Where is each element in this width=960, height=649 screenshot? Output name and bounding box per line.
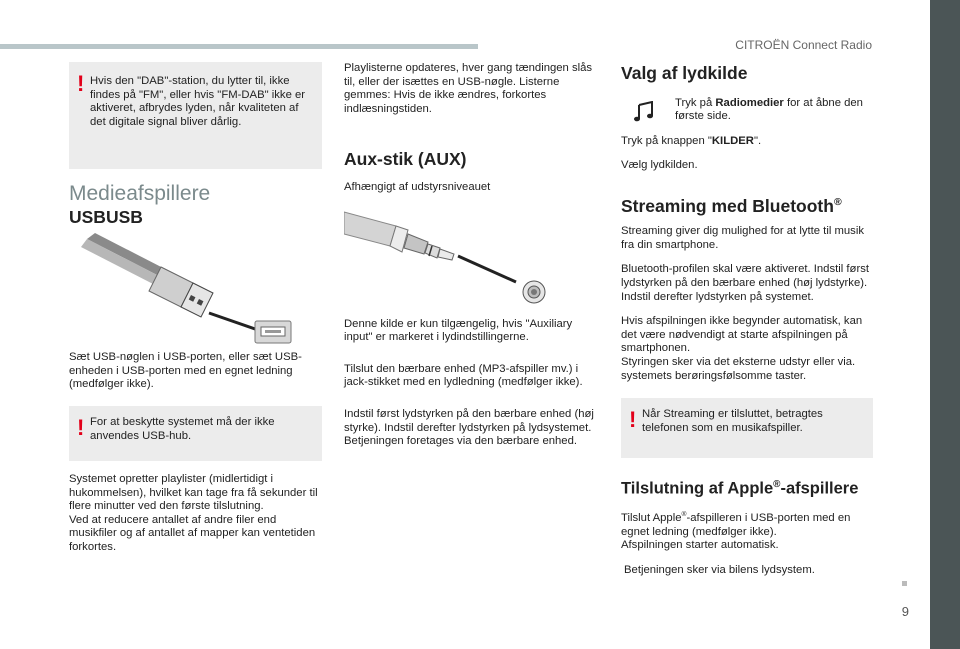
warning-box-streaming: [621, 398, 873, 458]
system-text: Systemet opretter playlister (midlertidigt i hukommelsen), hvilket kan tage fra få sekunder til flere minutter ved den første tilslutning. Ved at reducere antallet af andre filer end musikfiler og af antallet af mapper kan ventetiden forkortes.: [69, 472, 318, 553]
warning-icon: !: [77, 414, 85, 440]
bluetooth-text-1: Streaming giver dig mulighed for at lytte til musik fra din smartphone.: [621, 225, 864, 251]
aux-text-2: Tilslut den bærbare enhed (MP3-afspiller mv.) i jack-stikket med en lydledning (medfølger ikke).: [344, 362, 583, 389]
apple-title: [621, 478, 873, 496]
aux-illustration: [344, 206, 600, 314]
music-note-icon: [633, 101, 655, 123]
aux-text-1: Denne kilde er kun tilgængelig, hvis "Auxiliary input" er markeret i lydindstillingerne.: [344, 317, 573, 344]
header-title: CITROËN Connect Radio: [735, 38, 872, 52]
aux-title: Aux-stik (AUX): [344, 149, 467, 170]
apple-text-sup: ®: [681, 511, 687, 519]
warning-box-dab: [69, 62, 322, 169]
source-instruction: [621, 97, 873, 129]
source-title: Valg af lydkilde: [621, 63, 748, 83]
warning-text: For at beskytte systemet må der ikke anvendes USB-hub.: [90, 415, 275, 442]
warning-text: Hvis den "DAB"-station, du lytter til, ikke findes på "FM", eller hvis "FM-DAB" ikke er aktiveret, afbrydes lyden, når kvaliteten af det digitale signal bliver dårlig.: [90, 75, 306, 128]
choose-text: Vælg lydkilden.: [621, 159, 698, 172]
apple-title-pre: Tilslutning af Apple: [621, 479, 774, 498]
usb-title: USBUSB: [69, 206, 143, 227]
page-number: 9: [901, 604, 909, 619]
warning-icon: !: [629, 407, 637, 433]
playlist-text: Playlisterne opdateres, hver gang tændingen slås til, eller der isættes en USB-nøgle. Listerne gemmes: Hvis de ikke ændres, forkortes indlæsningstiden.: [344, 62, 593, 115]
kilder-pre: Tryk på knappen ": [621, 134, 712, 147]
bluetooth-title: [621, 195, 873, 216]
apple-title-sup: ®: [773, 479, 781, 491]
aux-text-3: Indstil først lydstyrken på den bærbare enhed (høj styrke). Indstil derefter lydstyrken på lydsystemet. Betjeningen foretages via den bærbare enhed.: [344, 407, 594, 448]
column-3: [621, 62, 873, 588]
bluetooth-title-text: Streaming med Bluetooth: [621, 195, 834, 216]
usb-illustration: [69, 227, 322, 347]
kilder-post: ".: [753, 134, 762, 147]
usb-text: Sæt USB-nøglen i USB-porten, eller sæt USB-enheden i USB-porten med en egnet ledning (medfølger ikke).: [69, 351, 302, 391]
source-text-post: for at åbne den første side.: [675, 96, 863, 123]
usb-port-icon: [255, 321, 291, 343]
section-title: Medieafspillere: [69, 182, 211, 205]
bluetooth-title-sup: ®: [833, 195, 842, 208]
warning-text: Når Streaming er tilsluttet, betragtes telefonen som en musikafspiller.: [642, 408, 823, 434]
aux-socket-icon: [523, 281, 545, 303]
usb-plug-icon: [81, 233, 213, 317]
apple-title-post: -afspillere: [780, 479, 859, 498]
bluetooth-text-2: Bluetooth-profilen skal være aktiveret. Indstil først lydstyrken på den bærbare enhed (høj lydstyrke). Indstil derefter lydstyrken på systemet.: [621, 263, 870, 303]
column-2: [344, 62, 600, 460]
apple-text-2: Betjeningen sker via bilens lydsystem.: [624, 563, 815, 576]
column-1: [69, 62, 322, 566]
warning-box-usb-hub: [69, 406, 322, 461]
aux-subtitle: Afhængigt af udstyrsniveauet: [344, 180, 491, 193]
side-strip: [930, 0, 960, 649]
apple-text-post: -afspilleren i USB-porten med en egnet ledning (medfølger ikke). Afspilningen starter automatisk.: [621, 512, 851, 552]
source-text-pre: Tryk på: [675, 96, 716, 109]
jack-plug-icon: [344, 212, 454, 260]
continue-marker: [902, 581, 907, 586]
kilder-text: [621, 135, 873, 149]
kilder-label: KILDER: [711, 134, 754, 147]
apple-text-1: [621, 508, 873, 553]
header-bar: [0, 44, 478, 49]
radiomedier-label: Radiomedier: [715, 96, 784, 109]
bluetooth-text-3: Hvis afspilningen ikke begynder automatisk, kan det være nødvendigt at starte afspilningen på smartphonen. Styringen sker via det eksterne udstyr eller via. systemets berøringsfølsomme taster.: [621, 315, 863, 382]
apple-text-pre: Tilslut Apple: [621, 512, 682, 524]
warning-icon: !: [77, 71, 85, 96]
